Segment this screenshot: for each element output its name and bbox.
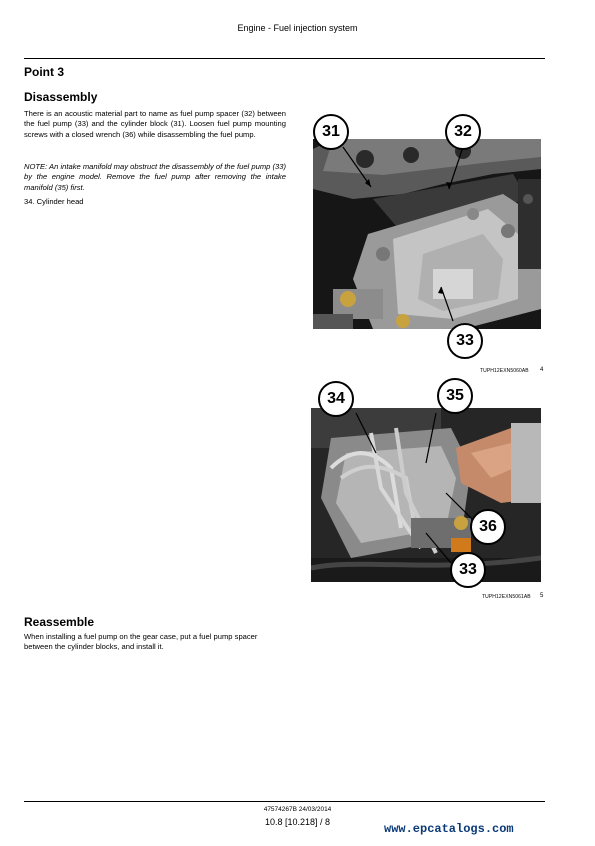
footer-divider xyxy=(24,801,545,802)
callout-34: 34 xyxy=(318,381,354,417)
figure-fuel-pump-photo xyxy=(313,139,541,329)
disassembly-note: NOTE: An intake manifold may obstruct the disassembly of the fuel pump (33) by the engine model. Remove the fuel pump after removing the intake manifold (35) first. xyxy=(24,162,286,192)
callout-31: 31 xyxy=(313,114,349,150)
fuel-pump-photo-illustration xyxy=(313,139,541,329)
reassemble-heading: Reassemble xyxy=(24,615,95,629)
figure-5-number: 5 xyxy=(540,593,544,599)
reassemble-paragraph: When installing a fuel pump on the gear case, put a fuel pump spacer between the cylinder blocks, and install it. xyxy=(24,632,258,652)
injection-pump-photo-illustration xyxy=(311,408,541,582)
header-divider xyxy=(24,58,545,59)
disassembly-paragraph: There is an acoustic material part to name as fuel pump spacer (32) between the fuel pump (33) and the cylinder block (31). Loosen fuel pump mounting screws with a closed wrench (36) while disassembling the fuel pump. xyxy=(24,109,286,139)
figure-4-number: 4 xyxy=(540,367,544,373)
page-header-title: Engine - Fuel injection system xyxy=(237,23,358,33)
disassembly-heading: Disassembly xyxy=(24,90,98,104)
section-heading: Point 3 xyxy=(24,65,65,79)
figure-4-caption: TUPH12EXN5060AB xyxy=(480,368,529,374)
figure-5-caption: TUPH12EXN5061AB xyxy=(482,594,531,600)
footer-page-number: 10.8 [10.218] / 8 xyxy=(264,817,331,827)
footer-doc-id: 47574267B 24/03/2014 xyxy=(263,806,332,813)
callout-36: 36 xyxy=(470,509,506,545)
callout-33-b: 33 xyxy=(450,552,486,588)
callout-35: 35 xyxy=(437,378,473,414)
callout-33: 33 xyxy=(447,323,483,359)
watermark-link[interactable]: www.epcatalogs.com xyxy=(384,822,514,836)
list-item-cylinder-head: 34. Cylinder head xyxy=(24,197,84,206)
figure-injection-pump-photo xyxy=(311,408,541,582)
callout-32: 32 xyxy=(445,114,481,150)
